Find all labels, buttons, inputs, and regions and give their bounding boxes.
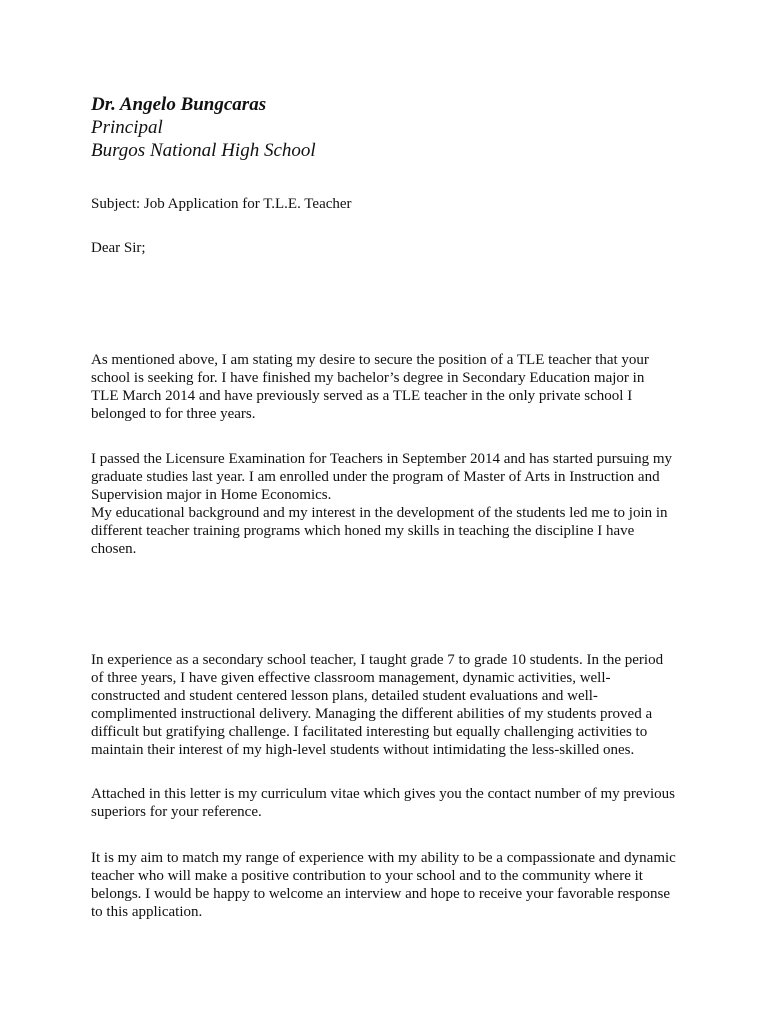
paragraph-closing	[91, 849, 691, 921]
paragraph-line: maintain their interest of my high-level students without intimidating the less-skilled ones.	[91, 742, 635, 758]
paragraph-line: different teacher training programs which honed my skills in teaching the discipline I have	[91, 523, 635, 539]
paragraph-line: TLE March 2014 and have previously served as a TLE teacher in the only private school I	[91, 388, 633, 404]
recipient-title: Principal	[91, 117, 163, 138]
paragraph-line: My educational background and my interest in the development of the students led me to join in	[91, 505, 668, 521]
paragraph-line: belonged to for three years.	[91, 406, 256, 422]
paragraph-line: of three years, I have given effective classroom management, dynamic activities, well-	[91, 670, 611, 686]
paragraph-line: In experience as a secondary school teacher, I taught grade 7 to grade 10 students. In the period	[91, 652, 664, 668]
paragraph-line: graduate studies last year. I am enrolled under the program of Master of Arts in Instruction and	[91, 469, 660, 485]
paragraph-intro	[91, 351, 691, 423]
paragraph-line: superiors for your reference.	[91, 804, 262, 820]
paragraph-line: Supervision major in Home Economics.	[91, 487, 332, 503]
paragraph-line: teacher who will make a positive contribution to your school and to the community where it	[91, 868, 643, 884]
paragraph-attachment	[91, 785, 691, 821]
recipient-name: Dr. Angelo Bungcaras	[91, 94, 267, 115]
paragraph-line: to this application.	[91, 904, 203, 920]
paragraph-line: As mentioned above, I am stating my desire to secure the position of a TLE teacher that your	[91, 352, 649, 368]
recipient-block	[91, 93, 316, 162]
subject-line: Subject: Job Application for T.L.E. Teacher	[91, 196, 352, 212]
paragraph-line: Attached in this letter is my curriculum vitae which gives you the contact number of my previous	[91, 786, 676, 802]
salutation: Dear Sir;	[91, 240, 146, 256]
paragraph-experience	[91, 651, 691, 759]
paragraph-line: It is my aim to match my range of experience with my ability to be a compassionate and dynamic	[91, 850, 676, 866]
paragraph-qualifications	[91, 450, 691, 558]
paragraph-line: constructed and student centered lesson plans, detailed student evaluations and well-	[91, 688, 598, 704]
paragraph-line: complimented instructional delivery. Managing the different abilities of my students proved a	[91, 706, 653, 722]
recipient-school: Burgos National High School	[91, 140, 316, 161]
paragraph-line: belongs. I would be happy to welcome an interview and hope to receive your favorable response	[91, 886, 670, 902]
paragraph-line: chosen.	[91, 541, 137, 557]
paragraph-line: I passed the Licensure Examination for Teachers in September 2014 and has started pursuing my	[91, 451, 673, 467]
paragraph-line: school is seeking for. I have finished my bachelor’s degree in Secondary Education major in	[91, 370, 645, 386]
paragraph-line: difficult but gratifying challenge. I facilitated interesting but equally challenging activities to	[91, 724, 648, 740]
